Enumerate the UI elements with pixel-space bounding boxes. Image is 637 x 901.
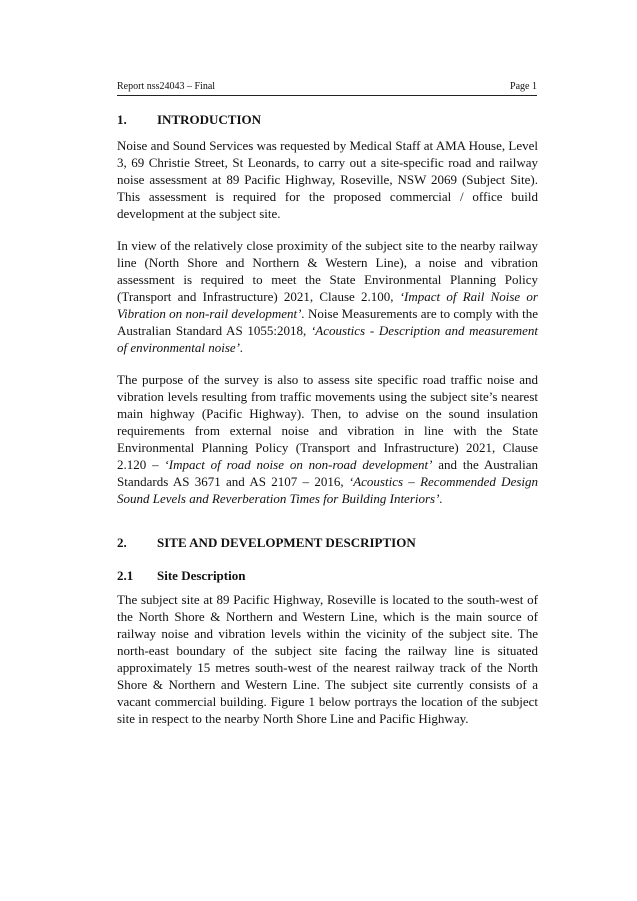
intro-p3-citation-1: ‘Impact of road noise on non-road development’	[164, 457, 433, 472]
intro-paragraph-1: Noise and Sound Services was requested by Medical Staff at AMA House, Level 3, 69 Christie Street, St Leonards, to carry out a site-specific road and railway noise assessment at 89 Pacific Highway, Roseville, NSW 2069 (Subject Site). This assessment is required for the proposed commercial / office build development at the subject site.	[117, 138, 538, 221]
intro-paragraph-2	[117, 237, 538, 356]
section-1-heading	[117, 111, 538, 129]
section-1-number: 1.	[117, 112, 127, 127]
report-id: Report nss24043 – Final	[117, 81, 216, 92]
site-description-paragraph: The subject site at 89 Pacific Highway, Roseville is located to the south-west of the North Shore & Northern and Western Line, which is the main source of railway noise and vibration levels within the vicinity of the subject site. The north-east boundary of the subject site facing the railway line is situated approximately 15 metres south-west of the nearest railway track of the North Shore & Northern and Western Line. The subject site currently consists of a vacant commercial building. Figure 1 below portrays the location of the subject site in respect to the nearby North Shore Line and Pacific Highway.	[117, 592, 538, 726]
page-number: Page 1	[510, 81, 537, 92]
intro-p3-text-1: The purpose of the survey is also to assess site specific road traffic noise and vibration levels resulting from traffic movements using the subject site’s nearest main highway (Pacific Highway). Then, to advise on the sound insulation requirements from external noise and vibration in line with the State Environmental Planning Policy (Transport and Infrastructure) 2021, Clause 2.120 –	[117, 372, 538, 472]
section-2-heading	[117, 534, 538, 552]
intro-p2-citation-2: ‘Acoustics - Description and measurement of environmental noise’.	[117, 323, 538, 355]
intro-p2-text-2: Noise Measurements are to comply with the Australian Standard AS 1055:2018,	[117, 306, 538, 338]
subsection-2-1-number: 2.1	[117, 568, 134, 583]
subsection-2-1-heading	[117, 567, 538, 585]
intro-paragraph-3	[117, 371, 538, 507]
section-1-title: INTRODUCTION	[157, 112, 262, 127]
intro-p3-citation-2: ‘Acoustics – Recommended Design Sound Levels and Reverberation Times for Building Interiors’.	[117, 474, 539, 506]
section-2-title: SITE AND DEVELOPMENT DESCRIPTION	[157, 535, 416, 550]
page-header	[117, 81, 537, 96]
intro-p2-citation-1: ‘Impact of Rail Noise or Vibration on non-rail development’.	[117, 289, 538, 321]
intro-p3-text-2: and the Australian Standards AS 3671 and AS 2107 – 2016,	[117, 457, 539, 489]
subsection-2-1-title: Site Description	[157, 568, 246, 583]
document-body	[117, 111, 538, 742]
section-2-number: 2.	[117, 535, 127, 550]
intro-p2-text-1: In view of the relatively close proximity of the subject site to the nearby railway line (North Shore and Northern & Western Line), a noise and vibration assessment is required to meet the State Environmental Planning Policy (Transport and Infrastructure) 2021, Clause 2.100,	[117, 238, 538, 304]
